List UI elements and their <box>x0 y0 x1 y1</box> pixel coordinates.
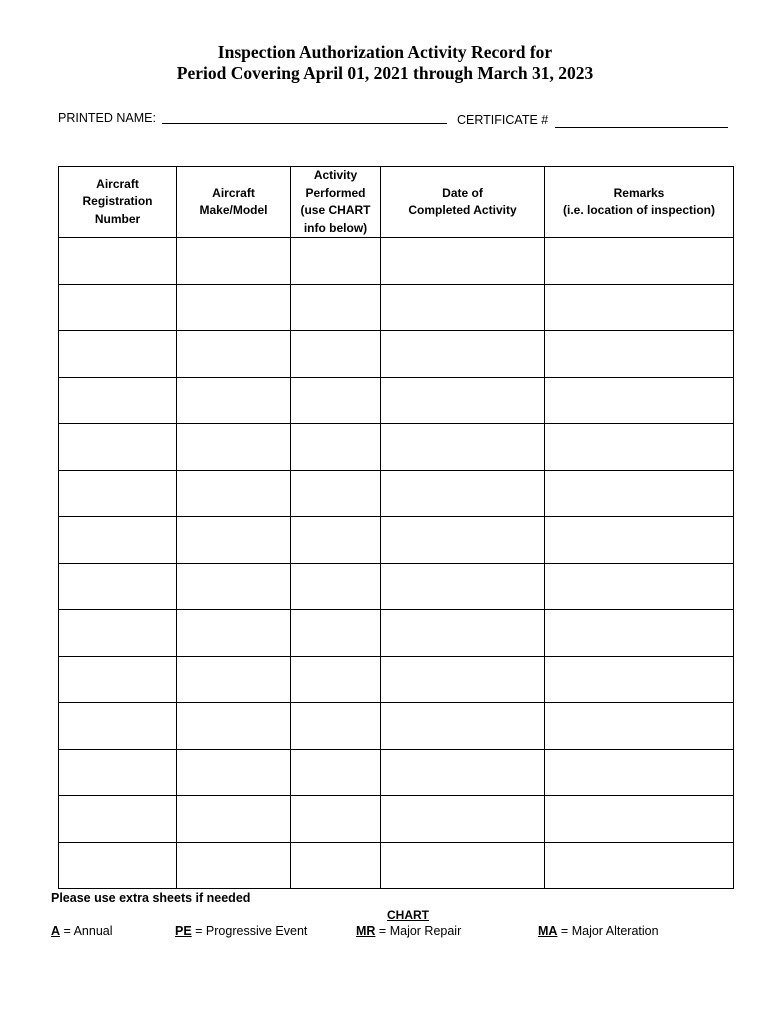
header-remarks: Remarks (i.e. location of inspection) <box>545 167 734 238</box>
cell-date-completed[interactable] <box>381 424 545 471</box>
cell-activity-performed[interactable] <box>291 517 381 564</box>
table-row <box>59 842 734 889</box>
table-row <box>59 563 734 610</box>
table-row <box>59 331 734 378</box>
cell-registration-number[interactable] <box>59 749 177 796</box>
cell-make-model[interactable] <box>177 470 291 517</box>
cell-make-model[interactable] <box>177 749 291 796</box>
cell-remarks[interactable] <box>545 656 734 703</box>
cell-remarks[interactable] <box>545 331 734 378</box>
cell-make-model[interactable] <box>177 563 291 610</box>
cell-remarks[interactable] <box>545 238 734 285</box>
cell-make-model[interactable] <box>177 703 291 750</box>
printed-name-field[interactable] <box>162 109 447 124</box>
activity-table <box>58 166 734 889</box>
cell-make-model[interactable] <box>177 331 291 378</box>
cell-registration-number[interactable] <box>59 331 177 378</box>
table-row <box>59 656 734 703</box>
cell-date-completed[interactable] <box>381 238 545 285</box>
cell-registration-number[interactable] <box>59 424 177 471</box>
cell-make-model[interactable] <box>177 424 291 471</box>
cell-remarks[interactable] <box>545 517 734 564</box>
cell-activity-performed[interactable] <box>291 796 381 843</box>
cell-remarks[interactable] <box>545 470 734 517</box>
cell-activity-performed[interactable] <box>291 703 381 750</box>
legend-item-major-repair <box>356 924 461 938</box>
legend-item-progressive-event <box>175 924 307 938</box>
cell-activity-performed[interactable] <box>291 656 381 703</box>
legend-text: = Annual <box>60 924 113 938</box>
cell-activity-performed[interactable] <box>291 424 381 471</box>
legend-text: = Progressive Event <box>191 924 308 938</box>
cell-activity-performed[interactable] <box>291 284 381 331</box>
legend-code: PE <box>175 924 192 938</box>
cell-activity-performed[interactable] <box>291 470 381 517</box>
header-make-model: Aircraft Make/Model <box>177 167 291 238</box>
document-title <box>0 42 770 84</box>
cell-remarks[interactable] <box>545 842 734 889</box>
cell-make-model[interactable] <box>177 842 291 889</box>
cell-date-completed[interactable] <box>381 563 545 610</box>
cell-make-model[interactable] <box>177 377 291 424</box>
title-line-1: Inspection Authorization Activity Record for <box>217 42 553 62</box>
extra-sheets-note: Please use extra sheets if needed <box>51 891 251 905</box>
header-activity-performed: Activity Performed (use CHART info below) <box>291 167 381 238</box>
cell-registration-number[interactable] <box>59 796 177 843</box>
chart-title: CHART <box>387 908 429 922</box>
cell-registration-number[interactable] <box>59 238 177 285</box>
cell-date-completed[interactable] <box>381 470 545 517</box>
cell-remarks[interactable] <box>545 610 734 657</box>
cell-activity-performed[interactable] <box>291 331 381 378</box>
cell-date-completed[interactable] <box>381 610 545 657</box>
cell-date-completed[interactable] <box>381 331 545 378</box>
cell-activity-performed[interactable] <box>291 238 381 285</box>
certificate-label: CERTIFICATE # <box>457 113 549 127</box>
legend-text: = Major Repair <box>375 924 462 938</box>
cell-make-model[interactable] <box>177 238 291 285</box>
cell-registration-number[interactable] <box>59 656 177 703</box>
table-row <box>59 284 734 331</box>
title-line-2: Period Covering April 01, 2021 through March 31, 2023 <box>176 63 594 83</box>
cell-date-completed[interactable] <box>381 842 545 889</box>
header-registration-number: Aircraft Registration Number <box>59 167 177 238</box>
legend-item-major-alteration <box>538 924 659 938</box>
cell-remarks[interactable] <box>545 424 734 471</box>
cell-registration-number[interactable] <box>59 563 177 610</box>
table-row <box>59 424 734 471</box>
table-row <box>59 703 734 750</box>
cell-date-completed[interactable] <box>381 656 545 703</box>
cell-date-completed[interactable] <box>381 796 545 843</box>
printed-name-label: PRINTED NAME: <box>58 111 156 125</box>
header-date-completed: Date of Completed Activity <box>381 167 545 238</box>
cell-remarks[interactable] <box>545 284 734 331</box>
cell-date-completed[interactable] <box>381 377 545 424</box>
cell-make-model[interactable] <box>177 610 291 657</box>
cell-date-completed[interactable] <box>381 749 545 796</box>
cell-date-completed[interactable] <box>381 517 545 564</box>
cell-remarks[interactable] <box>545 796 734 843</box>
cell-date-completed[interactable] <box>381 284 545 331</box>
cell-remarks[interactable] <box>545 377 734 424</box>
cell-make-model[interactable] <box>177 796 291 843</box>
cell-activity-performed[interactable] <box>291 842 381 889</box>
cell-registration-number[interactable] <box>59 842 177 889</box>
certificate-field[interactable] <box>555 113 728 128</box>
legend-text: = Major Alteration <box>557 924 659 938</box>
cell-registration-number[interactable] <box>59 517 177 564</box>
table-row <box>59 517 734 564</box>
cell-registration-number[interactable] <box>59 284 177 331</box>
cell-date-completed[interactable] <box>381 703 545 750</box>
table-header-row <box>59 167 734 238</box>
legend-code: MA <box>538 924 558 938</box>
cell-registration-number[interactable] <box>59 703 177 750</box>
cell-make-model[interactable] <box>177 517 291 564</box>
legend-item-annual <box>51 924 113 938</box>
cell-activity-performed[interactable] <box>291 377 381 424</box>
cell-remarks[interactable] <box>545 563 734 610</box>
table-row <box>59 470 734 517</box>
cell-make-model[interactable] <box>177 656 291 703</box>
cell-remarks[interactable] <box>545 749 734 796</box>
legend-code: MR <box>356 924 376 938</box>
table-row <box>59 238 734 285</box>
table-body <box>59 238 734 889</box>
table-row <box>59 377 734 424</box>
cell-activity-performed[interactable] <box>291 610 381 657</box>
cell-make-model[interactable] <box>177 284 291 331</box>
cell-remarks[interactable] <box>545 703 734 750</box>
cell-registration-number[interactable] <box>59 377 177 424</box>
table-row <box>59 749 734 796</box>
cell-activity-performed[interactable] <box>291 563 381 610</box>
legend-code: A <box>51 924 61 938</box>
cell-registration-number[interactable] <box>59 610 177 657</box>
table-row <box>59 796 734 843</box>
cell-activity-performed[interactable] <box>291 749 381 796</box>
cell-registration-number[interactable] <box>59 470 177 517</box>
table-row <box>59 610 734 657</box>
